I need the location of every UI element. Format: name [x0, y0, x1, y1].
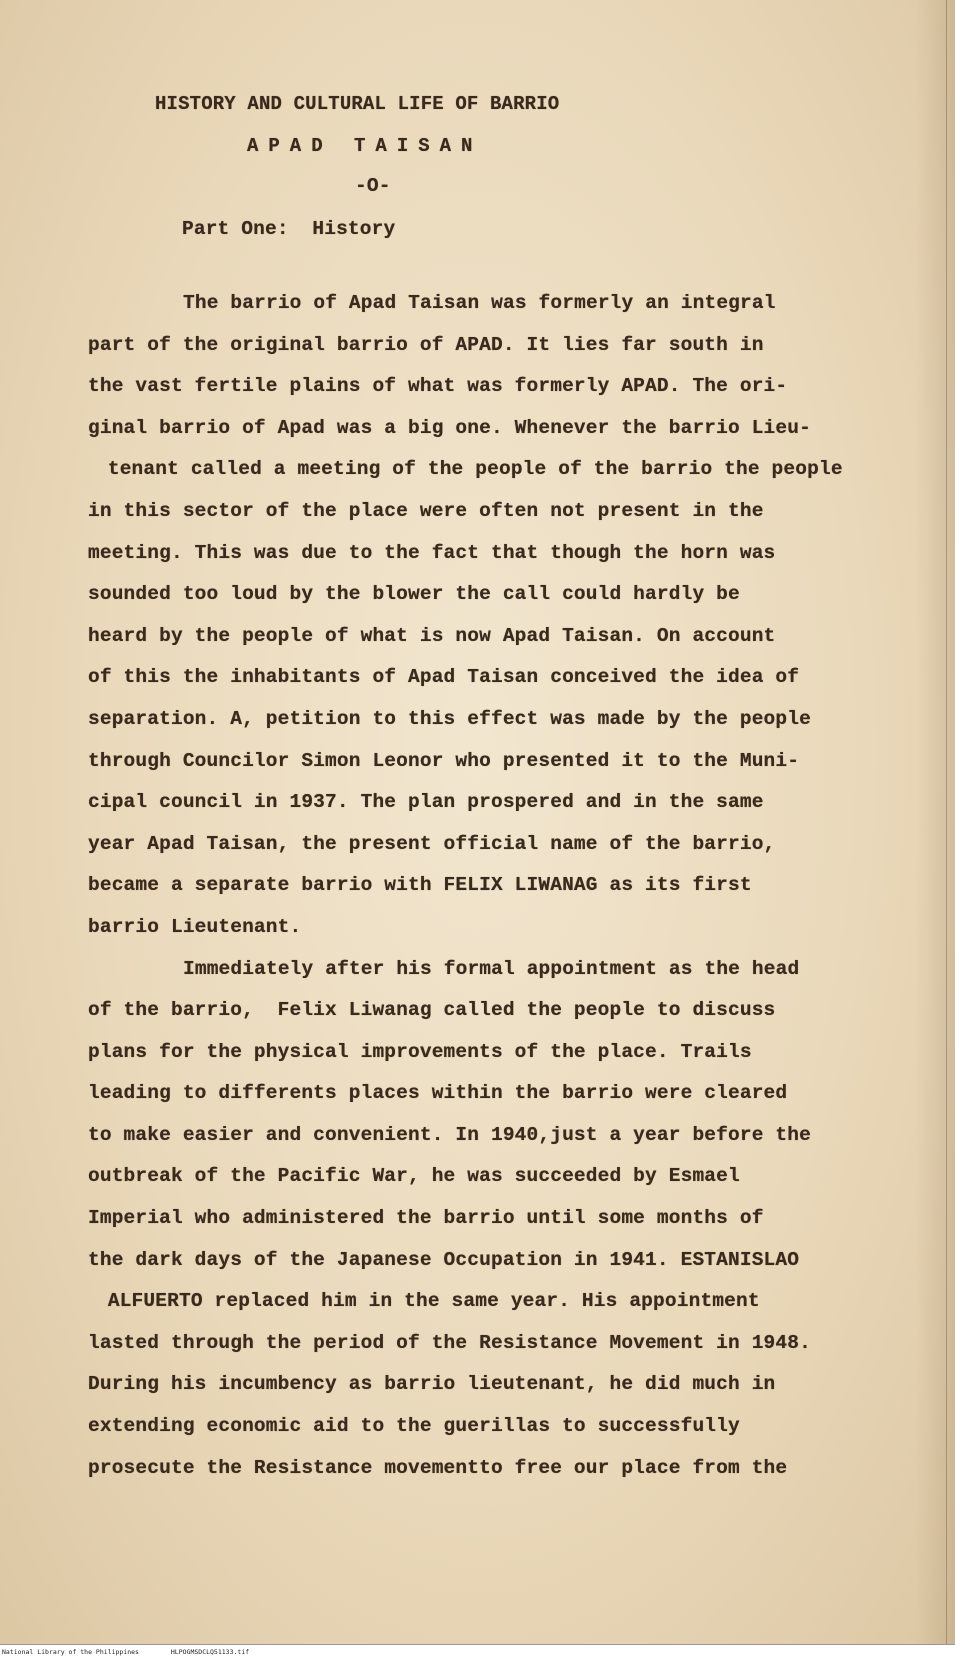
body-line: Immediately after his formal appointment as the head — [183, 957, 800, 980]
body-line: tenant called a meeting of the people of the barrio the people — [96, 458, 843, 481]
body-line: to make easier and convenient. In 1940,just a year before the — [88, 1123, 811, 1146]
body-line: in this sector of the place were often not present in the — [88, 499, 764, 522]
body-line: cipal council in 1937. The plan prospered and in the same — [88, 791, 764, 814]
page-edge-line — [946, 0, 947, 1658]
body-line: of this the inhabitants of Apad Taisan conceived the idea of — [88, 666, 800, 689]
document-title: HISTORY AND CULTURAL LIFE OF BARRIO — [155, 93, 560, 115]
body-line: leading to differents places within the barrio were cleared — [88, 1082, 788, 1105]
body-line: plans for the physical improvements of the place. Trails — [88, 1040, 752, 1063]
body-line: separation. A, petition to this effect was made by the people — [88, 707, 811, 730]
body-line: During his incumbency as barrio lieutenant, he did much in — [88, 1373, 776, 1396]
body-line: sounded too loud by the blower the call could hardly be — [88, 583, 740, 606]
footer-file-id: HLPOGMSDCLQ51133.tif — [170, 1648, 250, 1656]
body-line: extending economic aid to the guerillas to successfully — [88, 1415, 740, 1438]
body-line: became a separate barrio with FELIX LIWANAG as its first — [88, 874, 752, 897]
body-line: the dark days of the Japanese Occupation in 1941. ESTANISLAO — [88, 1248, 800, 1271]
body-line: meeting. This was due to the fact that though the horn was — [88, 541, 776, 564]
body-line: prosecute the Resistance movementto free our place from the — [88, 1456, 788, 1479]
footer-library: National Library of the Philippines — [2, 1648, 139, 1656]
document-subtitle: APAD TAISAN — [247, 135, 483, 157]
body-line: outbreak of the Pacific War, he was succeeded by Esmael — [88, 1165, 740, 1188]
body-line: heard by the people of what is now Apad Taisan. On account — [88, 624, 776, 647]
body-line: ALFUERTO replaced him in the same year. His appointment — [96, 1290, 760, 1313]
section-divider: -O- — [355, 175, 391, 197]
body-line: Imperial who administered the barrio until some months of — [88, 1207, 764, 1230]
body-line: through Councilor Simon Leonor who presented it to the Muni- — [88, 749, 800, 772]
scan-footer — [0, 1644, 955, 1658]
body-line: the vast fertile plains of what was formerly APAD. The ori- — [88, 375, 788, 398]
body-line: The barrio of Apad Taisan was formerly an integral — [183, 292, 776, 314]
body-line: ginal barrio of Apad was a big one. Whenever the barrio Lieu- — [88, 416, 811, 439]
body-line: part of the original barrio of APAD. It lies far south in — [88, 333, 764, 356]
body-line: year Apad Taisan, the present official name of the barrio, — [88, 832, 776, 855]
part-heading: Part One: History — [182, 218, 396, 240]
body-line: lasted through the period of the Resistance Movement in 1948. — [88, 1331, 811, 1354]
page-edge-shadow — [915, 0, 955, 1658]
body-text — [88, 283, 843, 1489]
body-line: of the barrio, Felix Liwanag called the people to discuss — [88, 999, 776, 1022]
body-line: barrio Lieutenant. — [88, 915, 302, 938]
